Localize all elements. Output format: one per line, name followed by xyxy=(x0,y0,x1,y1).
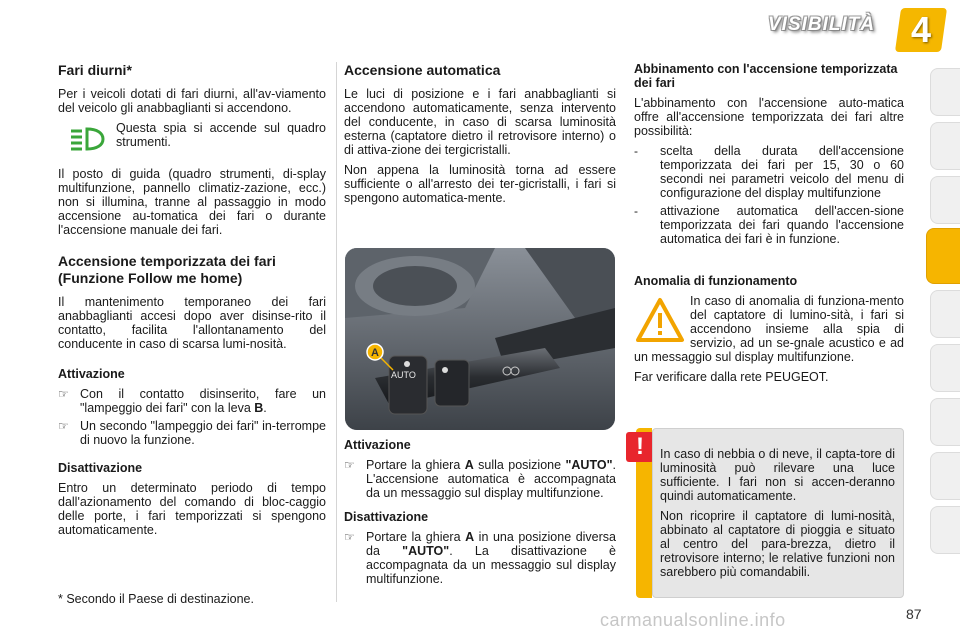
subheading-deactivation: Disattivazione xyxy=(344,510,429,524)
exclamation-icon: ! xyxy=(626,432,654,462)
indicator-note xyxy=(58,121,326,157)
column-middle xyxy=(344,62,616,211)
hand-pointer-icon: ☞ xyxy=(344,530,355,544)
footnote: * Secondo il Paese di destinazione. xyxy=(58,592,254,606)
hand-pointer-icon: ☞ xyxy=(58,419,69,433)
paragraph: Far verificare dalla rete PEUGEOT. xyxy=(634,370,829,384)
section-title-follow-me-home: Accensione temporizzata dei fari (Funzione Follow me home) xyxy=(58,253,276,286)
chapter-number: 4 xyxy=(910,9,932,50)
chapter-tab[interactable] xyxy=(930,344,960,392)
section-title-daytime-lights: Fari diurni* xyxy=(58,62,132,78)
chapter-number-badge xyxy=(895,8,947,52)
chapter-title: VISIBILITÀ xyxy=(768,14,876,35)
chapter-tab[interactable] xyxy=(930,122,960,170)
paragraph: In caso di anomalia di funziona-mento del captatore di lumino-sità, i fari si accendono insieme alla spia di servizio, ad un se-gnale acustico e ad un messaggio sul display multifunzione. xyxy=(634,294,904,364)
ring-auto-label: AUTO xyxy=(391,370,416,380)
paragraph: L'abbinamento con l'accensione auto-matica offre all'accensione temporizzata dei fari altre possibilità: xyxy=(634,96,904,138)
alert-note xyxy=(652,428,904,598)
paragraph: Le luci di posizione e i fari anabbaglianti si accendono automaticamente, senza intervento del conducente, in caso di scarsa luminosità esterna (captatore dietro il retrovisore interno) o di attiva-zione dei tergicristalli. xyxy=(344,87,616,157)
column-left xyxy=(58,62,326,543)
fault-note xyxy=(634,294,904,364)
chapter-tab[interactable] xyxy=(930,68,960,116)
list-item: ☞ Con il contatto disinserito, fare un "lampeggio dei fari" con la leva B. xyxy=(58,387,326,415)
hand-pointer-icon: ☞ xyxy=(58,387,69,401)
alert-paragraph: In caso di nebbia o di neve, il capta-tore di luminosità può rilevare una luce sufficiente. I fari non si accen-deranno quindi automaticamente. xyxy=(660,447,895,503)
alert-paragraph: Non ricoprire il captatore di lumi-nosità, abbinato al captatore di pioggia e situato al centro del para-brezza, dietro il retrovisore interno; le relative funzioni non sarebbero più comandabili. xyxy=(660,509,895,579)
chapter-tab[interactable] xyxy=(930,398,960,446)
chapter-tabs xyxy=(926,68,960,580)
page-number: 87 xyxy=(906,606,922,622)
list-item: ☞ Portare la ghiera A in una posizione diversa da "AUTO". La disattivazione è accompagnata da un messaggio sul display multifunzione. xyxy=(344,530,617,586)
list-item: - attivazione automatica dell'accen-sione temporizzata dei fari quando l'accensione automatica dei fari è in funzione. xyxy=(634,204,904,246)
subheading-activation: Attivazione xyxy=(58,367,125,381)
paragraph: Il mantenimento temporaneo dei fari anabbaglianti accesi dopo aver disinse-rito il contatto, facilita l'allontanamento del conducente in caso di scarsa lumi-nosità. xyxy=(58,295,326,351)
section-title-fault: Anomalia di funzionamento xyxy=(634,274,798,288)
chapter-tab[interactable] xyxy=(930,506,960,554)
chapter-tab[interactable] xyxy=(930,176,960,224)
list-item: ☞ Portare la ghiera A sulla posizione "AUTO". L'accensione automatica è accompagnata da un messaggio sul display multifunzione. xyxy=(344,458,616,500)
callout-label: A xyxy=(371,347,379,359)
warning-triangle-icon xyxy=(634,296,686,344)
paragraph: Entro un determinato periodo di tempo dall'azionamento del comando di bloc-caggio delle porte, i fari temporizzati si spengono automaticamente. xyxy=(58,481,326,537)
paragraph: Il posto di guida (quadro strumenti, di-splay multifunzione, pannello climatiz-zazione, ecc.) non si illumina, tranne al passaggio in modo accensione au-tomatica dei fari o durante l'accensione manuale dei fari. xyxy=(58,167,326,237)
watermark: carmanualsonline.info xyxy=(600,610,786,630)
subheading-deactivation: Disattivazione xyxy=(58,461,143,475)
paragraph: Non appena la luminosità torna ad essere sufficiente o all'arresto dei ter-gicristalli, i fari si spengono automatica-mente. xyxy=(344,163,616,205)
indicator-note-text: Questa spia si accende sul quadro strumenti. xyxy=(116,121,326,149)
section-title-combination: Abbinamento con l'accensione temporizzata dei fari xyxy=(634,62,898,90)
column-middle-lower xyxy=(344,438,616,590)
daytime-running-lamp-icon xyxy=(58,121,116,157)
lighting-stalk-photo xyxy=(345,248,615,430)
paragraph: Per i veicoli dotati di fari diurni, all'av-viamento del veicolo gli anabbaglianti si accendono. xyxy=(58,87,326,115)
chapter-tab[interactable] xyxy=(930,290,960,338)
subheading-activation: Attivazione xyxy=(344,438,411,452)
chapter-tab[interactable] xyxy=(930,452,960,500)
hand-pointer-icon: ☞ xyxy=(344,458,355,472)
chapter-tab-active[interactable] xyxy=(926,228,960,284)
column-divider xyxy=(336,62,337,602)
list-item: ☞ Un secondo "lampeggio dei fari" in-terrompe di nuovo la funzione. xyxy=(58,419,326,447)
section-title-auto-lights: Accensione automatica xyxy=(344,62,501,78)
list-item: - scelta della durata dell'accensione temporizzata dei fari per 15, 30 o 60 secondi nei parametri veicolo del menu di configurazione del display multifunzione xyxy=(634,144,904,200)
column-right xyxy=(634,62,904,390)
